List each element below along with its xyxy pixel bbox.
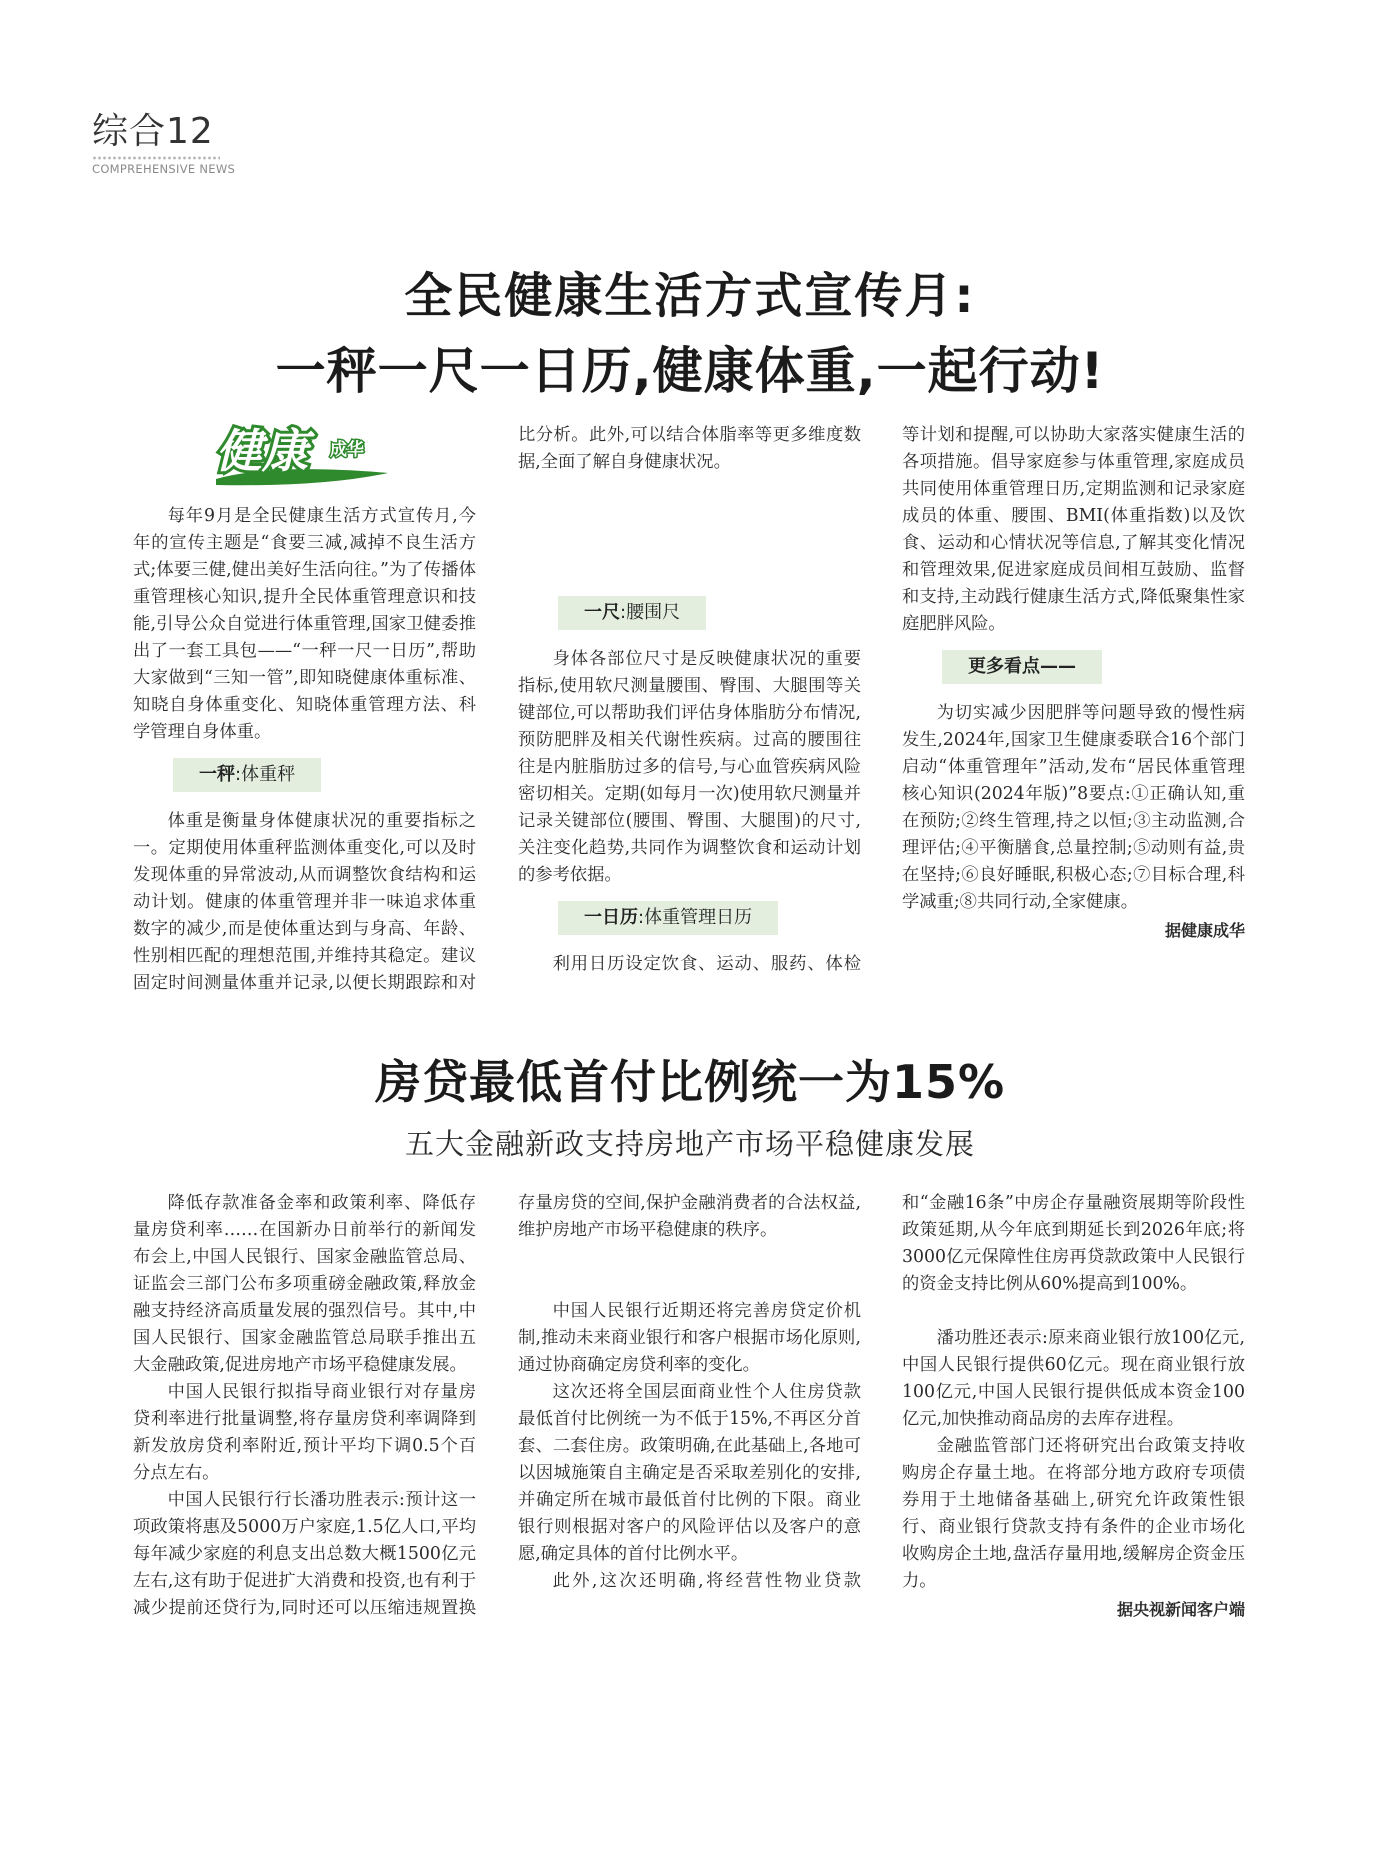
article1-calendar-text-continued: [902, 422, 1245, 638]
article2-para-1: 降低存款准备金率和政策利率、降低存量房贷利率……在国新办日前举行的新闻发布会上,中国人民银行、国家金融监管总局、证监会三部门公布多项重磅金融政策,释放金融支持经济高质量发展的强烈信号。其中,中国人民银行、国家金融监管总局联手推出五大金融政策,促进房地产市场平稳健康发展。: [133, 1193, 476, 1375]
article1-column-2: [518, 422, 861, 978]
article2-para-5: 这次还将全国层面商业性个人住房贷款最低首付比例统一为不低于15%,不再区分首套、二套住房。政策明确,在此基础上,各地可以因城施策自主确定是否采取差别化的安排,并确定所在城市最低首付比例的下限。商业银行则根据对客户的风险评估以及客户的意愿,确定具体的首付比例水平。: [518, 1382, 861, 1564]
tag-scale-bold: 一秤: [199, 764, 235, 785]
tag-calendar-rest: :体重管理日历: [638, 907, 753, 928]
article2-para-6-clone: 和“金融16条”中房企存量融资展期等阶段性政策延期,从今年底到期延长到2026年底;将3000亿元保障性住房再贷款政策中人民银行的资金支持比例从60%提高到100%。: [902, 1193, 1245, 1294]
article1-calendar-text: 利用日历设定饮食、运动、服药、体检: [552, 954, 861, 974]
article2-column-1: [133, 1190, 476, 1622]
section-tag-more: [942, 650, 1102, 684]
section-tag-scale: [173, 758, 321, 792]
tag-ruler-bold: 一尺: [584, 602, 620, 623]
article1-scale-text: 体重是衡量身体健康状况的重要指标之一。定期使用体重秤监测体重变化,可以及时发现体重的异常波动,从而调整饮食结构和运动计划。健康的体重管理并非一味追求体重数字的减少,而是使体重达到与身高、年龄、性别相匹配的理想范围,并维持其稳定。建议固定时间测量体重并记录,以便长期跟踪和对: [133, 811, 476, 993]
section-tag-ruler: [558, 596, 706, 630]
article2-subtitle: 五大金融新政支持房地产市场平稳健康发展: [404, 1127, 975, 1161]
article2-para-6: 此外,这次还明确,将经营性物业贷款: [552, 1571, 861, 1591]
article1-intro: 每年9月是全民健康生活方式宣传月,今年的宣传主题是“食要三减,减掉不良生活方式;体要三健,健出美好生活向往。”为了传播体重管理核心知识,提升全民体重管理意识和技能,引导公众自觉进行体重管理,国家卫健委推出了一套工具包——“一秤一尺一日历”,帮助大家做到“三知一管”,即知晓健康体重标准、知晓自身体重变化、知晓体重管理方法、科学管理自身体重。: [133, 506, 476, 742]
article1-title-line2: 一秤一尺一日历,健康体重,一起行动!: [275, 342, 1105, 400]
article2-para-3-continued: [518, 1190, 861, 1298]
article2-para-3: 中国人民银行行长潘功胜表示:预计这一项政策将惠及5000万户家庭,1.5亿人口,平均每年减少家庭的利息支出总数大概1500亿元左右,这有助于促进扩大消费和投资,也有利于减少提前还贷行为,同时还可以压缩违规置换: [133, 1490, 476, 1618]
article2-credit: 据央视新闻客户端: [1116, 1600, 1245, 1619]
article2-para-7: 潘功胜还表示:原来商业银行放100亿元,中国人民银行提供60亿元。现在商业银行放100亿元,中国人民银行提供低成本资金100亿元,加快推动商品房的去库存进程。: [902, 1328, 1245, 1429]
article2-para-2: 中国人民银行拟指导商业银行对存量房贷利率进行批量调整,将存量房贷利率调降到新发放房贷利率附近,预计平均下调0.5个百分点左右。: [133, 1382, 476, 1483]
article2-para-8: 金融监管部门还将研究出台政策支持收购房企存量土地。在将部分地方政府专项债券用于土地储备基础上,研究允许政策性银行、商业银行贷款支持有条件的企业市场化收购房企土地,盘活存量用地,缓解房企资金压力。: [902, 1436, 1245, 1591]
article1-credit: 据健康成华: [1164, 921, 1245, 940]
section-header: [92, 112, 235, 176]
article2-column-3: [902, 1190, 1245, 1625]
tag-scale-rest: :体重秤: [235, 764, 296, 785]
article2-title: 房贷最低首付比例统一为15%: [374, 1055, 1006, 1109]
section-tag-calendar: [558, 901, 778, 935]
section-title: 综合12: [92, 111, 214, 152]
health-chenghua-logo: [212, 415, 392, 490]
article2-para-3-clone: 存量房贷的空间,保护金融消费者的合法权益,维护房地产市场平稳健康的秩序。: [518, 1193, 861, 1240]
article1-more-text: 为切实减少因肥胖等问题导致的慢性病发生,2024年,国家卫生健康委联合16个部门启动“体重管理年”活动,发布“居民体重管理核心知识(2024年版)”8要点:①正确认知,重在预防;②终生管理,持之以恒;③主动监测,合理评估;④平衡膳食,总量控制;⑤动则有益,贵在坚持;⑥良好睡眠,积极心态;⑦目标合理,科学减重;⑧共同行动,全家健康。: [902, 703, 1245, 912]
article2-column-2: [518, 1190, 861, 1595]
logo-small-text: 成华: [330, 440, 364, 460]
tag-more-bold: 更多看点——: [968, 656, 1076, 677]
article1-calendar-text-clone: 等计划和提醒,可以协助大家落实健康生活的各项措施。倡导家庭参与体重管理,家庭成员共同使用体重管理日历,定期监测和记录家庭成员的体重、腰围、BMI(体重指数)以及饮食、运动和心情状况等信息,了解其变化情况和管理效果,促进家庭成员间相互鼓励、监督和支持,主动践行健康生活方式,降低聚集性家庭肥胖风险。: [902, 425, 1245, 634]
section-subtitle: COMPREHENSIVE NEWS: [92, 162, 236, 176]
article1-title-line1: 全民健康生活方式宣传月:: [404, 268, 976, 324]
article2-para-4: 中国人民银行近期还将完善房贷定价机制,推动未来商业银行和客户根据市场化原则,通过协商确定房贷利率的变化。: [518, 1301, 861, 1375]
article1-scale-text-continued: [518, 422, 861, 584]
article1-ruler-text: 身体各部位尺寸是反映健康状况的重要指标,使用软尺测量腰围、臀围、大腿围等关键部位,可以帮助我们评估身体脂肪分布情况,预防肥胖及相关代谢性疾病。过高的腰围往往是内脏脂肪过多的信号,与心血管疾病风险密切相关。定期(如每月一次)使用软尺测量并记录关键部位(腰围、臀围、大腿围)的尺寸,关注变化趋势,共同作为调整饮食和运动计划的参考依据。: [518, 649, 861, 885]
tag-ruler-rest: :腰围尺: [620, 602, 681, 623]
article1-column-3: [902, 422, 1245, 946]
article1-scale-text-clone: 比分析。此外,可以结合体脂率等更多维度数据,全面了解自身健康状况。: [518, 425, 861, 472]
article2-para-6-continued: [902, 1190, 1245, 1325]
dotted-divider: [92, 156, 220, 160]
logo-main-text: 健康: [216, 424, 308, 478]
article1-column-1: [133, 503, 476, 997]
tag-calendar-bold: 一日历: [584, 907, 638, 928]
